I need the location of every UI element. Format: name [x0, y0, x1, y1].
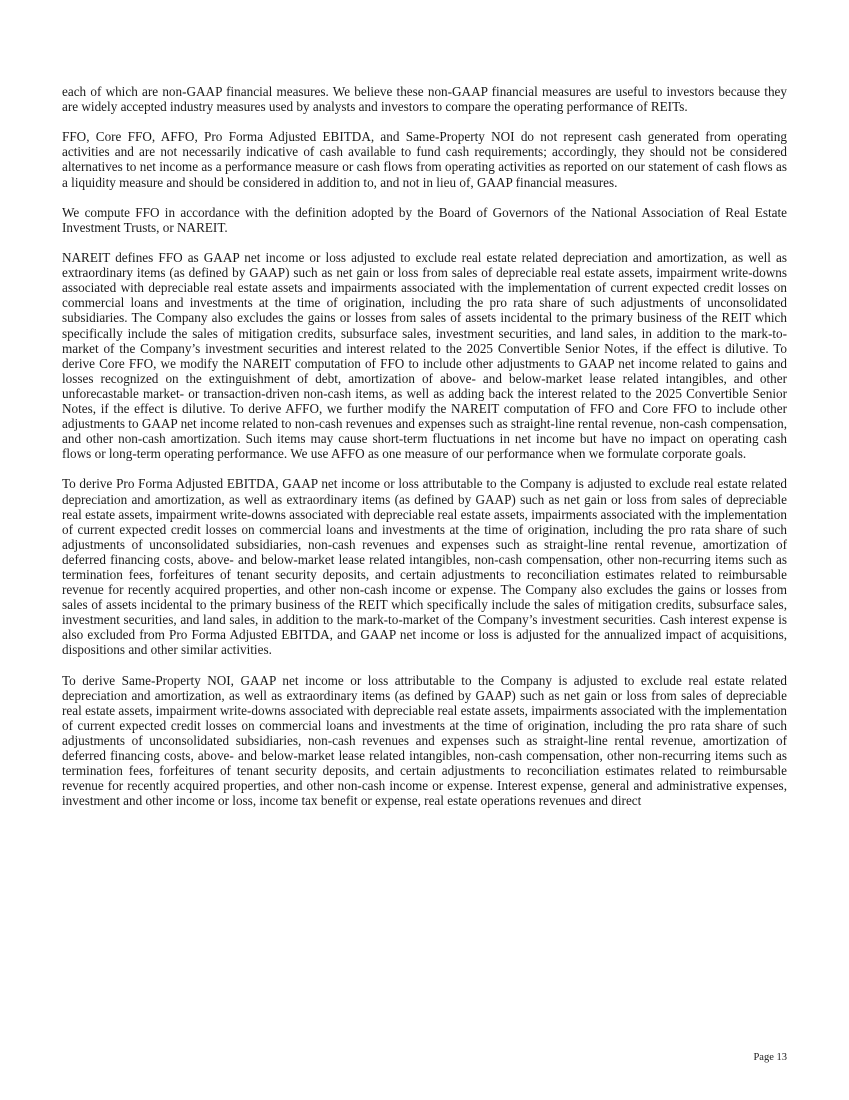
paragraph-nareit-definition: NAREIT defines FFO as GAAP net income or loss adjusted to exclude real estate related depreciation and amortization, as well as extraordinary items (as defined by GAAP) such as net gain or loss from sales of depreciable real estate assets, impairment write-downs associated with depreciable real estate assets and impairments associated with the implementation of current expected credit losses on commercial loans and investments at the time of origination, including the pro rata share of such adjustments of unconsolidated subsidiaries. The Company also excludes the gains or losses from sales of assets incidental to the primary business of the REIT which specifically include the sales of mitigation credits, subsurface sales, investment securities, and land sales, in addition to the mark-to-market of the Company’s investment securities and interest related to the 2025 Convertible Senior Notes, if the effect is dilutive. To derive Core FFO, we modify the NAREIT computation of FFO to include other adjustments to GAAP net income related to gains and losses recognized on the extinguishment of debt, amortization of above- and below-market lease related intangibles, and other unforecastable market- or transaction-driven non-cash items, as well as adding back the interest related to the 2025 Convertible Senior Notes, if the effect is dilutive. To derive AFFO, we further modify the NAREIT computation of FFO and Core FFO to include other adjustments to GAAP net income related to non-cash revenues and expenses such as straight-line rental revenue, non-cash compensation, and other non-cash amortization. Such items may cause short-term fluctuations in net income but have no impact on operating cash flows or long-term operating performance. We use AFFO as one measure of our performance when we formulate corporate goals. — [62, 250, 787, 462]
paragraph-non-gaap-usefulness: each of which are non-GAAP financial measures. We believe these non-GAAP financial measures are useful to investors because they are widely accepted industry measures used by analysts and investors to compare the operating performance of REITs. — [62, 84, 787, 115]
document-page — [62, 84, 787, 824]
paragraph-same-property-noi: To derive Same-Property NOI, GAAP net income or loss attributable to the Company is adjusted to exclude real estate related depreciation and amortization, as well as extraordinary items (as defined by GAAP) such as net gain or loss from sales of depreciable real estate assets, impairment write-downs associated with depreciable real estate assets, impairments associated with the implementation of current expected credit losses on commercial loans and investments at the time of origination, including the pro rata share of such adjustments of unconsolidated subsidiaries, non-cash revenues and expenses such as straight-line rental revenue, amortization of deferred financing costs, above- and below-market lease related intangibles, non-cash compensation, other non-recurring items such as termination fees, forfeitures of tenant security deposits, and certain adjustments to reconciliation estimates related to reimbursable revenue for recently acquired properties, and other non-cash income or expense. Interest expense, general and administrative expenses, investment and other income or loss, income tax benefit or expense, real estate operations revenues and direct — [62, 672, 787, 809]
paragraph-ffo-computation: We compute FFO in accordance with the definition adopted by the Board of Governors of the National Association of Real Estate Investment Trusts, or NAREIT. — [62, 204, 787, 235]
page-number: Page 13 — [753, 1052, 787, 1063]
paragraph-pro-forma-adjusted-ebitda: To derive Pro Forma Adjusted EBITDA, GAAP net income or loss attributable to the Company is adjusted to exclude real estate related depreciation and amortization, as well as extraordinary items (as defined by GAAP) such as net gain or loss from sales of depreciable real estate assets, impairment write-downs associated with depreciable real estate assets, impairments associated with the implementation of current expected credit losses on commercial loans and investments at the time of origination, including the pro rata share of such adjustments of unconsolidated subsidiaries, non-cash revenues and expenses such as straight-line rental revenue, amortization of deferred financing costs, above- and below-market lease related intangibles, non-cash compensation, other non-recurring items such as termination fees, forfeitures of tenant security deposits, and certain adjustments to reconciliation estimates related to reimbursable revenue for recently acquired properties, and other non-cash income or expense. The Company also excludes the gains or losses from sales of assets incidental to the primary business of the REIT which specifically include the sales of mitigation credits, subsurface sales, investment securities, and land sales, in addition to the mark-to-market of the Company’s investment securities. Cash interest expense is also excluded from Pro Forma Adjusted EBITDA, and GAAP net income or loss is adjusted for the annualized impact of acquisitions, dispositions and other similar activities. — [62, 476, 787, 658]
paragraph-measures-limitations: FFO, Core FFO, AFFO, Pro Forma Adjusted EBITDA, and Same-Property NOI do not represent cash generated from operating activities and are not necessarily indicative of cash available to fund cash requirements; accordingly, they should not be considered alternatives to net income as a performance measure or cash flows from operating activities as reported on our statement of cash flows as a liquidity measure and should be considered in addition to, and not in lieu of, GAAP financial measures. — [62, 129, 787, 190]
